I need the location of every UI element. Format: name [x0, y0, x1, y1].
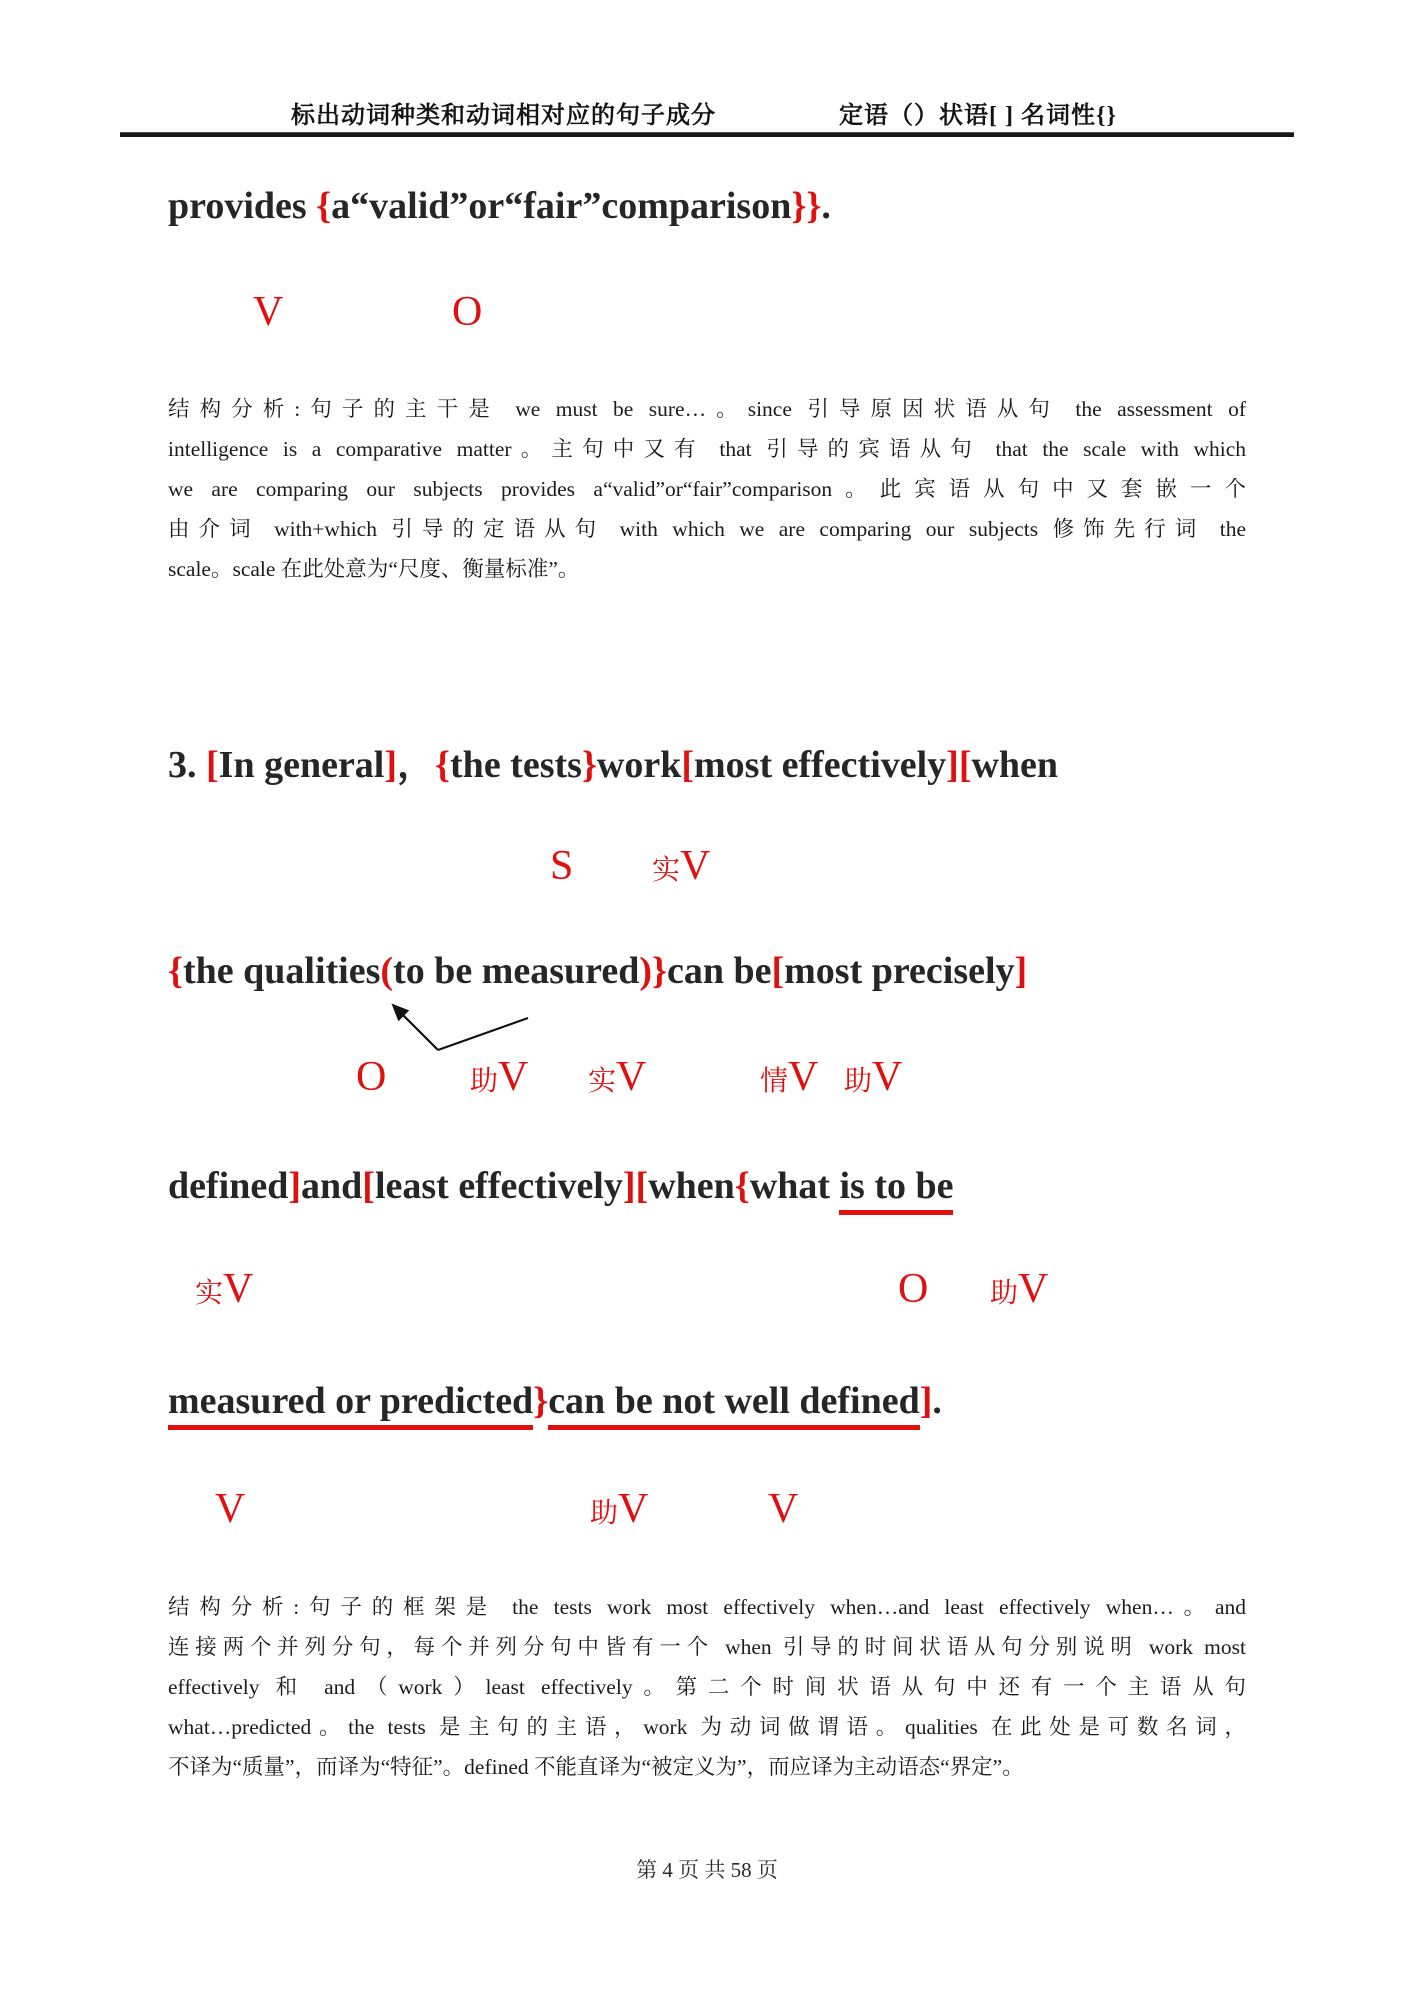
grammar-label-cn: 助 [470, 1066, 499, 1097]
page-number: 第 4 页 共 58 页 [636, 1858, 778, 1882]
analysis-line: we are comparing our subjects provides a“valid”or“fair”comparison。此宾语从句中又套嵌一个 [168, 477, 1246, 501]
grammar-label-cn: 实 [588, 1066, 617, 1097]
sentence-text: a“valid”or“fair”comparison [331, 185, 792, 227]
grammar-label [898, 1265, 928, 1313]
grammar-label-cn: 情 [760, 1066, 789, 1097]
analysis-line: effectively 和 and（work）least effectively。第二个时间状语从句中还有一个主语从句 [168, 1675, 1246, 1699]
grammar-label-cn: 助 [590, 1498, 619, 1529]
grammar-label-row-4 [0, 1265, 1414, 1321]
sentence-text: work [596, 744, 682, 786]
analysis-line: 连接两个并列分句，每个并列分句中皆有一个 when 引导的时间状语从句分别说明 work most [168, 1635, 1246, 1659]
analysis-line: 结构分析:句子的框架是 the tests work most effectively when…and least effectively when…。and [168, 1595, 1246, 1619]
sentence-text: to be measured [393, 950, 640, 992]
grammar-label-letter: V [1018, 1266, 1049, 1312]
sentence-text: the tests [450, 744, 582, 786]
grammar-label [215, 1485, 245, 1533]
sentence-text: least effectively [374, 1165, 623, 1207]
grammar-label-letter: S [550, 843, 574, 889]
grammar-label-letter: O [356, 1054, 387, 1100]
bracket-mark: { [316, 185, 332, 227]
bracket-mark: ][ [946, 744, 972, 786]
sentence-3-line-3 [168, 1164, 953, 1208]
grammar-label [550, 842, 573, 890]
sentence-2-tail [168, 184, 831, 228]
grammar-label-cn: 实 [652, 855, 681, 886]
bracket-mark: ( [380, 950, 394, 992]
bracket-mark: [ [771, 950, 785, 992]
bracket-mark: ] [384, 744, 398, 786]
grammar-label [768, 1485, 798, 1533]
analysis-line: scale。scale 在此处意为“尺度、衡量标准”。 [168, 557, 580, 581]
bracket-mark: )} [639, 950, 667, 992]
sentence-text: and [301, 1165, 363, 1207]
grammar-label-letter: V [768, 1486, 799, 1532]
grammar-label-letter: V [498, 1054, 529, 1100]
grammar-label-letter: V [618, 1486, 649, 1532]
sentence-text: 3. [168, 744, 206, 786]
grammar-label-row-1 [0, 288, 1414, 344]
bracket-mark: } [533, 1380, 549, 1422]
analysis-line: 结构分析:句子的主干是 we must be sure…。since 引导原因状语从句 the assessment of [168, 397, 1246, 421]
sentence-text: measured or predicted [168, 1380, 533, 1430]
grammar-label-letter: V [616, 1054, 647, 1100]
grammar-label-row-5 [0, 1485, 1414, 1541]
bracket-mark: } [581, 744, 597, 786]
sentence-3-line-2 [168, 949, 1027, 993]
grammar-label [652, 842, 710, 890]
header-divider [120, 132, 1294, 137]
grammar-label-cn: 助 [844, 1066, 873, 1097]
sentence-text: most precisely [784, 950, 1015, 992]
sentence-text: defined [168, 1165, 289, 1207]
grammar-label [195, 1265, 253, 1313]
sentence-text: can be [666, 950, 772, 992]
analysis-line: intelligence is a comparative matter。主句中又有 that 引导的宾语从句 that the scale with which [168, 437, 1246, 461]
sentence-text: is to be [839, 1165, 953, 1215]
grammar-label-letter: V [253, 289, 284, 335]
sentence-text: what [749, 1165, 840, 1207]
grammar-label [590, 1485, 648, 1533]
header-title: 标出动词种类和动词相对应的句子成分 [291, 103, 716, 129]
bracket-mark: ] [919, 1380, 933, 1422]
arrow-annotation-icon [370, 992, 542, 1060]
sentence-3-line-4 [168, 1379, 942, 1423]
sentence-text: . [932, 1380, 942, 1422]
grammar-label [470, 1053, 528, 1101]
sentence-text: when [971, 744, 1059, 786]
grammar-label-cn: 助 [990, 1278, 1019, 1309]
analysis-paragraph-1 [168, 389, 1246, 589]
header-legend: 定语（）状语[ ] 名词性{} [839, 103, 1117, 129]
bracket-mark: [ [681, 744, 695, 786]
bracket-mark: ][ [622, 1165, 649, 1207]
bracket-mark: }} [791, 185, 822, 227]
sentence-text: In general [218, 744, 385, 786]
grammar-label-letter: V [223, 1266, 254, 1312]
grammar-label [356, 1053, 386, 1101]
bracket-mark: { [734, 1165, 750, 1207]
analysis-paragraph-2 [168, 1587, 1246, 1787]
analysis-line: what…predicted。the tests 是主句的主语，work 为动词做谓语。qualities 在此处是可数名词， [168, 1715, 1246, 1739]
analysis-line: 不译为“质量”，而译为“特征”。defined 不能直译为“被定义为”，而应译为主动语态“界定”。 [168, 1755, 1024, 1779]
grammar-label-letter: V [680, 843, 711, 889]
grammar-label-letter: O [898, 1266, 929, 1312]
bracket-mark: { [435, 744, 451, 786]
grammar-label [253, 288, 283, 336]
grammar-label-letter: V [872, 1054, 903, 1100]
bracket-mark: ] [288, 1165, 302, 1207]
grammar-label [844, 1053, 902, 1101]
sentence-text: provides [168, 185, 317, 227]
sentence-text: the qualities [182, 950, 381, 992]
sentence-3-line-1 [168, 733, 1058, 788]
bracket-mark: { [168, 950, 183, 992]
sentence-text: most effectively [694, 744, 947, 786]
grammar-label [588, 1053, 646, 1101]
grammar-label-row-3 [0, 1053, 1414, 1109]
sentence-text: . [821, 185, 831, 227]
sentence-text: ， [397, 744, 436, 786]
analysis-line: 由介词 with+which 引导的定语从句 with which we are comparing our subjects 修饰先行词 the [168, 517, 1246, 541]
bracket-mark: [ [206, 744, 219, 786]
grammar-label-row-2 [0, 842, 1414, 898]
bracket-mark: [ [362, 1165, 375, 1207]
grammar-label-letter: V [788, 1054, 819, 1100]
grammar-label-letter: V [215, 1486, 246, 1532]
sentence-text: can be not well defined [548, 1380, 920, 1430]
sentence-text: when [648, 1165, 735, 1207]
grammar-label [990, 1265, 1048, 1313]
grammar-label [760, 1053, 818, 1101]
bracket-mark: ] [1014, 950, 1028, 992]
grammar-label [452, 288, 482, 336]
grammar-label-letter: O [452, 289, 483, 335]
grammar-label-cn: 实 [195, 1278, 224, 1309]
